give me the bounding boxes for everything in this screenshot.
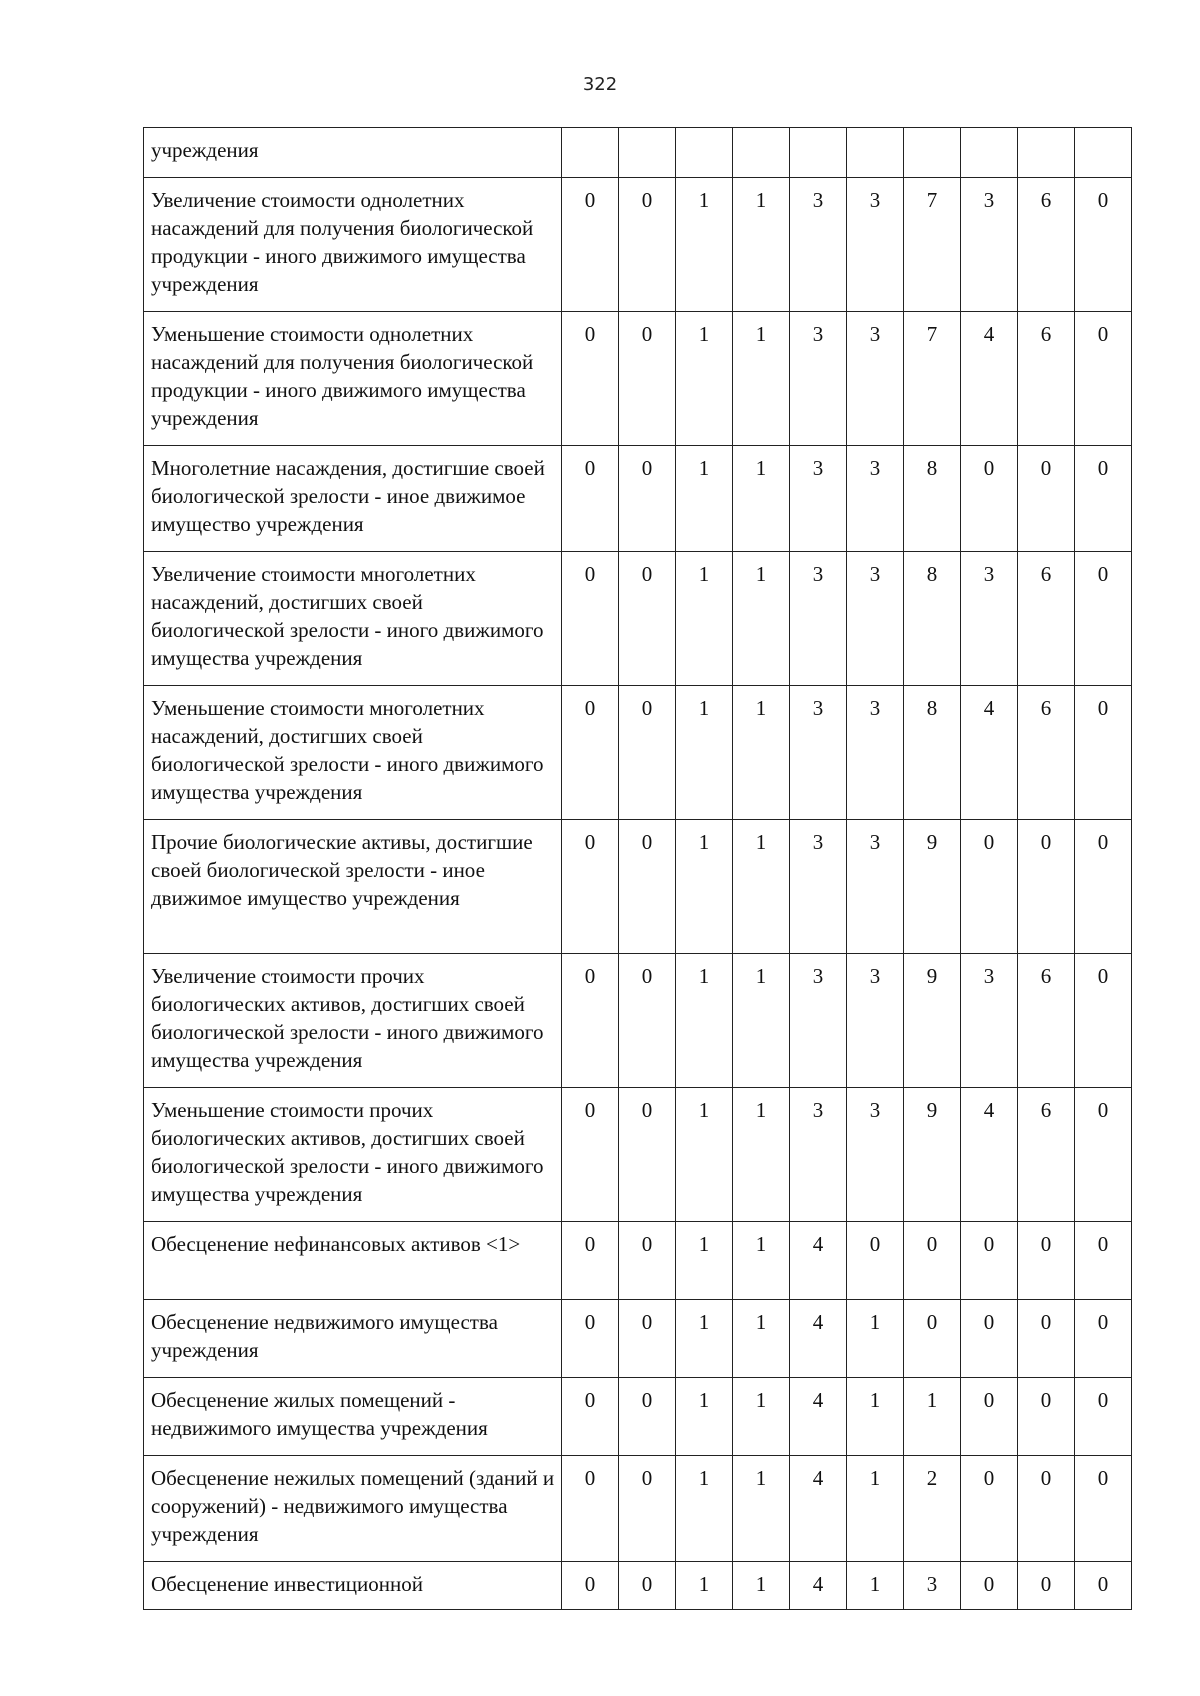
code-digit-cell: 0 [562,1456,619,1562]
code-digit-cell: 1 [733,312,790,446]
code-digit-cell: 7 [904,178,961,312]
code-digit-cell: 3 [961,552,1018,686]
code-digit-cell: 3 [790,312,847,446]
code-digit-cell: 0 [1075,954,1132,1088]
code-digit-cell: 3 [904,1562,961,1610]
code-digit-cell: 0 [562,1378,619,1456]
code-digit-cell: 0 [961,1378,1018,1456]
code-digit-cell [1018,128,1075,178]
code-digit-cell: 1 [733,686,790,820]
code-digit-cell [790,128,847,178]
row-label: Обесценение нежилых помещений (зданий и сооружений) - недвижимого имущества учреждения [144,1456,562,1562]
code-digit-cell: 1 [676,552,733,686]
table-row [144,446,1132,552]
code-digit-cell: 1 [904,1378,961,1456]
code-digit-cell: 0 [961,1222,1018,1300]
code-digit-cell [676,128,733,178]
code-digit-cell: 0 [1018,446,1075,552]
code-digit-cell: 3 [790,1088,847,1222]
code-digit-cell: 1 [847,1562,904,1610]
code-digit-cell: 1 [676,686,733,820]
code-digit-cell: 6 [1018,954,1075,1088]
code-digit-cell: 8 [904,686,961,820]
code-digit-cell: 1 [847,1378,904,1456]
row-label: Уменьшение стоимости однолетних насаждений для получения биологической продукции - иного движимого имущества учреждения [144,312,562,446]
table-row [144,1222,1132,1300]
code-digit-cell: 1 [847,1300,904,1378]
code-digit-cell: 0 [562,312,619,446]
row-label: Обесценение инвестиционной [144,1562,562,1610]
code-digit-cell: 1 [676,1378,733,1456]
code-digit-cell: 1 [733,1088,790,1222]
code-digit-cell: 3 [847,446,904,552]
code-digit-cell: 3 [847,1088,904,1222]
row-label: Многолетние насаждения, достигшие своей биологической зрелости - иное движимое имущество учреждения [144,446,562,552]
code-digit-cell: 0 [619,820,676,954]
code-digit-cell: 1 [676,446,733,552]
code-digit-cell: 0 [961,446,1018,552]
code-digit-cell [1075,128,1132,178]
row-label: Увеличение стоимости однолетних насаждений для получения биологической продукции - иного движимого имущества учреждения [144,178,562,312]
code-digit-cell: 1 [847,1456,904,1562]
row-label: Уменьшение стоимости прочих биологических активов, достигших своей биологической зрелости - иного движимого имущества учреждения [144,1088,562,1222]
code-digit-cell: 0 [1018,1562,1075,1610]
code-digit-cell: 3 [847,820,904,954]
code-digit-cell: 1 [733,820,790,954]
table-row [144,1378,1132,1456]
code-digit-cell: 1 [733,446,790,552]
code-digit-cell: 0 [562,446,619,552]
code-digit-cell: 6 [1018,686,1075,820]
code-digit-cell: 0 [619,686,676,820]
code-digit-cell: 0 [619,1562,676,1610]
row-label: Обесценение недвижимого имущества учреждения [144,1300,562,1378]
code-digit-cell: 0 [619,1456,676,1562]
code-digit-cell: 0 [562,552,619,686]
code-digit-cell: 0 [1075,820,1132,954]
table-row [144,128,1132,178]
code-digit-cell: 3 [790,686,847,820]
code-digit-cell: 0 [619,1222,676,1300]
row-label: Увеличение стоимости многолетних насаждений, достигших своей биологической зрелости - иного движимого имущества учреждения [144,552,562,686]
code-digit-cell: 3 [847,312,904,446]
code-digit-cell: 7 [904,312,961,446]
code-digit-cell: 0 [562,1300,619,1378]
code-digit-cell: 8 [904,552,961,686]
table-row [144,1088,1132,1222]
code-digit-cell [562,128,619,178]
code-digit-cell: 1 [676,1562,733,1610]
code-digit-cell: 6 [1018,178,1075,312]
code-digit-cell: 0 [619,954,676,1088]
code-digit-cell: 0 [1075,1222,1132,1300]
row-label: учреждения [144,128,562,178]
code-digit-cell: 1 [733,954,790,1088]
code-digit-cell: 1 [676,178,733,312]
code-digit-cell: 1 [676,1456,733,1562]
code-digit-cell [904,128,961,178]
code-digit-cell: 1 [733,1378,790,1456]
table-row [144,954,1132,1088]
code-digit-cell: 3 [961,178,1018,312]
table-row [144,1456,1132,1562]
code-digit-cell: 0 [562,1222,619,1300]
code-digit-cell: 4 [961,686,1018,820]
page-number: 322 [582,74,618,95]
code-digit-cell: 0 [904,1222,961,1300]
code-digit-cell: 3 [790,178,847,312]
code-digit-cell: 2 [904,1456,961,1562]
code-digit-cell: 0 [619,1088,676,1222]
code-digit-cell: 0 [619,1378,676,1456]
code-digit-cell: 3 [847,686,904,820]
table-row [144,178,1132,312]
code-digit-cell: 0 [961,1562,1018,1610]
row-label: Обесценение нефинансовых активов <1> [144,1222,562,1300]
code-digit-cell: 4 [790,1222,847,1300]
code-digit-cell: 1 [676,954,733,1088]
code-digit-cell: 0 [904,1300,961,1378]
code-digit-cell: 0 [1075,1378,1132,1456]
table-row [144,686,1132,820]
code-digit-cell: 0 [619,312,676,446]
code-digit-cell: 0 [562,1088,619,1222]
code-digit-cell: 3 [790,954,847,1088]
code-digit-cell: 0 [1018,1222,1075,1300]
code-digit-cell: 0 [961,1300,1018,1378]
code-digit-cell: 0 [1018,1456,1075,1562]
code-digit-cell: 9 [904,820,961,954]
row-label: Прочие биологические активы, достигшие своей биологической зрелости - иное движимое имущество учреждения [144,820,562,954]
code-digit-cell: 9 [904,1088,961,1222]
code-digit-cell: 0 [619,552,676,686]
table-row [144,1300,1132,1378]
code-digit-cell: 3 [847,552,904,686]
code-digit-cell: 0 [1075,1300,1132,1378]
table-row [144,1562,1132,1610]
code-digit-cell: 1 [733,1562,790,1610]
code-digit-cell: 4 [790,1300,847,1378]
code-digit-cell: 0 [1075,1456,1132,1562]
code-digit-cell: 6 [1018,1088,1075,1222]
code-digit-cell: 3 [790,446,847,552]
code-digit-cell: 0 [562,686,619,820]
code-digit-cell: 0 [1075,686,1132,820]
code-digit-cell: 1 [733,1456,790,1562]
code-digit-cell: 3 [790,552,847,686]
code-digit-cell: 0 [1018,820,1075,954]
code-digit-cell: 0 [1075,1562,1132,1610]
code-digit-cell: 0 [562,954,619,1088]
code-digit-cell [733,128,790,178]
code-digit-cell: 9 [904,954,961,1088]
code-digit-cell: 1 [676,312,733,446]
code-digit-cell: 1 [733,552,790,686]
account-code-table [143,127,1132,1610]
row-label: Уменьшение стоимости многолетних насаждений, достигших своей биологической зрелости - иного движимого имущества учреждения [144,686,562,820]
code-digit-cell: 0 [961,1456,1018,1562]
code-digit-cell: 3 [847,178,904,312]
code-digit-cell: 8 [904,446,961,552]
code-digit-cell: 0 [1075,1088,1132,1222]
row-label: Увеличение стоимости прочих биологических активов, достигших своей биологической зрелости - иного движимого имущества учреждения [144,954,562,1088]
code-digit-cell: 0 [847,1222,904,1300]
code-digit-cell: 1 [733,1222,790,1300]
code-digit-cell: 0 [619,446,676,552]
code-digit-cell: 0 [619,1300,676,1378]
code-digit-cell [961,128,1018,178]
code-digit-cell: 1 [676,1088,733,1222]
code-digit-cell: 4 [961,1088,1018,1222]
code-digit-cell: 0 [1018,1300,1075,1378]
code-digit-cell: 0 [562,1562,619,1610]
code-digit-cell: 1 [733,178,790,312]
code-digit-cell: 3 [847,954,904,1088]
code-digit-cell: 1 [676,1300,733,1378]
code-digit-cell [847,128,904,178]
table-row [144,312,1132,446]
code-digit-cell: 1 [733,1300,790,1378]
code-digit-cell: 6 [1018,552,1075,686]
code-digit-cell: 0 [619,178,676,312]
table-row [144,820,1132,954]
code-digit-cell: 0 [1075,312,1132,446]
code-digit-cell [619,128,676,178]
code-digit-cell: 4 [790,1562,847,1610]
code-digit-cell: 1 [676,1222,733,1300]
code-digit-cell: 0 [562,178,619,312]
code-digit-cell: 3 [961,954,1018,1088]
code-digit-cell: 4 [961,312,1018,446]
code-digit-cell: 4 [790,1378,847,1456]
table-row [144,552,1132,686]
code-digit-cell: 0 [1075,446,1132,552]
row-label: Обесценение жилых помещений - недвижимого имущества учреждения [144,1378,562,1456]
code-digit-cell: 0 [1018,1378,1075,1456]
code-digit-cell: 6 [1018,312,1075,446]
code-digit-cell: 3 [790,820,847,954]
code-digit-cell: 0 [1075,552,1132,686]
code-digit-cell: 0 [961,820,1018,954]
code-digit-cell: 0 [562,820,619,954]
table-body [144,128,1132,1610]
code-digit-cell: 4 [790,1456,847,1562]
code-digit-cell: 0 [1075,178,1132,312]
code-digit-cell: 1 [676,820,733,954]
